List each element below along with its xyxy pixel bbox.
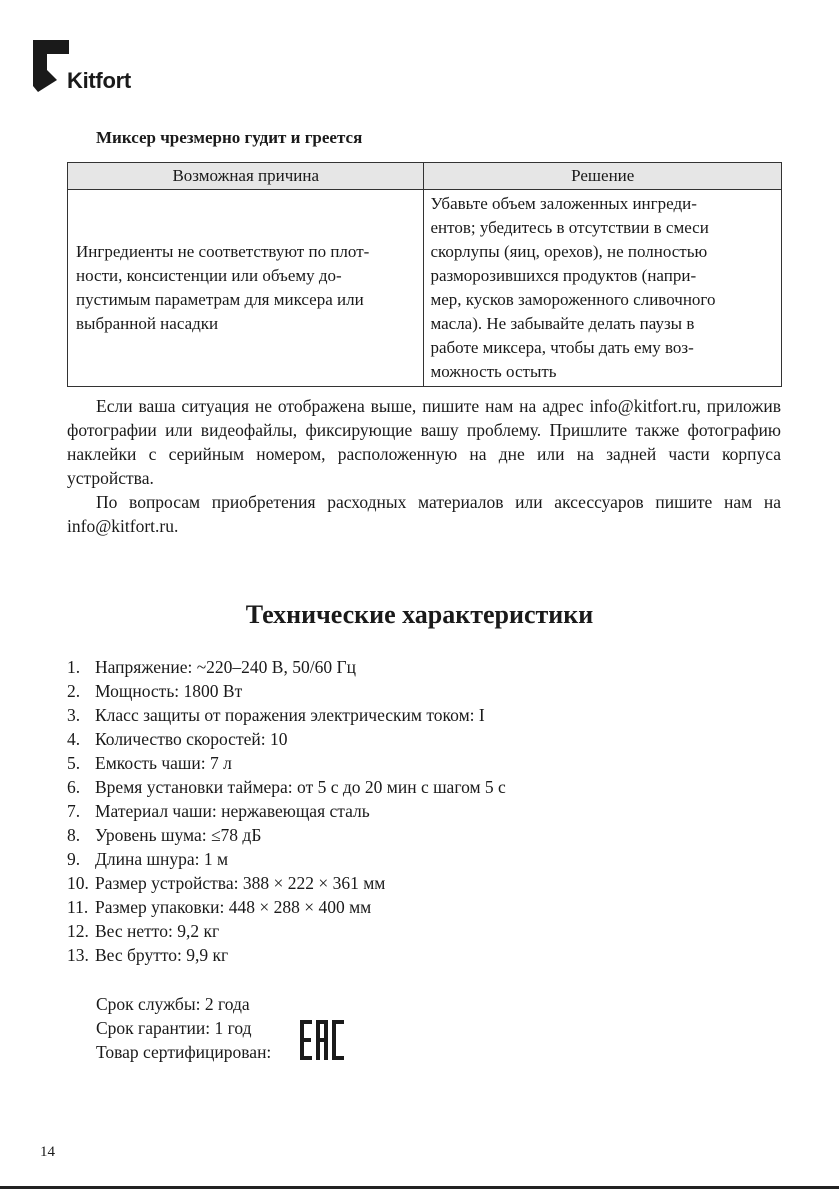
eac-mark-icon — [300, 1020, 344, 1060]
specs-list — [67, 655, 506, 967]
warranty-period: Срок гарантии: 1 год — [96, 1018, 252, 1038]
item-number: 4. — [67, 729, 81, 749]
list-item — [67, 943, 506, 967]
cause-line: пустимым параметрам для миксера или — [76, 290, 364, 309]
item-number: 9. — [67, 849, 81, 869]
item-number: 7. — [67, 801, 81, 821]
service-info — [96, 992, 271, 1064]
item-text: Размер упаковки: 448 × 288 × 400 мм — [95, 897, 372, 917]
list-item — [67, 799, 506, 823]
item-text: Класс защиты от поражения электрическим током: I — [95, 705, 485, 725]
cause-cell — [68, 190, 424, 387]
item-number: 1. — [67, 657, 81, 677]
contact-paragraph: Если ваша ситуация не отображена выше, пишите нам на адрес info@kitfort.ru, приложив фотографии или видеофайлы, фиксирующие вашу проблему. Пришлите также фотографию наклейки с серийным номером, расположенную на дне или на задней части корпуса устройства. — [67, 396, 781, 488]
solution-line: скорлупы (яиц, орехов), не полностью — [430, 242, 708, 261]
item-text: Емкость чаши: 7 л — [95, 753, 232, 773]
troubleshooting-table — [67, 162, 782, 387]
item-text: Уровень шума: ≤78 дБ — [95, 825, 262, 845]
list-item — [67, 679, 506, 703]
item-number: 5. — [67, 753, 81, 773]
accessories-paragraph: По вопросам приобретения расходных материалов или аксессуаров пишите нам на info@kitfort.ru. — [67, 492, 781, 536]
list-item — [67, 727, 506, 751]
column-header-cause: Возможная причина — [68, 163, 424, 190]
item-number: 3. — [67, 705, 81, 725]
solution-line: мер, кусков замороженного сливочного — [430, 290, 716, 309]
item-text: Мощность: 1800 Вт — [95, 681, 243, 701]
solution-line: можность остыть — [430, 362, 557, 381]
item-text: Количество скоростей: 10 — [95, 729, 288, 749]
list-item — [67, 895, 506, 919]
list-item — [67, 919, 506, 943]
item-text: Время установки таймера: от 5 с до 20 мин с шагом 5 с — [95, 777, 506, 797]
item-text: Вес нетто: 9,2 кг — [95, 921, 220, 941]
page-number: 14 — [40, 1144, 55, 1160]
table-header-row — [68, 163, 782, 190]
cause-line: Ингредиенты не соответствуют по плот- — [76, 242, 370, 261]
solution-cell — [424, 190, 782, 387]
list-item — [67, 655, 506, 679]
list-item — [67, 823, 506, 847]
column-header-solution: Решение — [424, 163, 782, 190]
item-number: 6. — [67, 777, 81, 797]
kitfort-logo — [33, 40, 153, 96]
item-text: Вес брутто: 9,9 кг — [95, 945, 229, 965]
service-life: Срок службы: 2 года — [96, 994, 250, 1014]
item-number: 10. — [67, 873, 89, 893]
table-row — [68, 190, 782, 387]
item-number: 12. — [67, 921, 89, 941]
list-item — [67, 751, 506, 775]
item-number: 13. — [67, 945, 89, 965]
solution-line: разморозившихся продуктов (напри- — [430, 266, 697, 285]
item-number: 8. — [67, 825, 81, 845]
troubleshooting-title: Миксер чрезмерно гудит и греется — [96, 128, 363, 147]
list-item — [67, 871, 506, 895]
item-text: Размер устройства: 388 × 222 × 361 мм — [95, 873, 386, 893]
list-item — [67, 775, 506, 799]
item-text: Длина шнура: 1 м — [95, 849, 229, 869]
solution-line: ентов; убедитесь в отсутствии в смеси — [430, 218, 709, 237]
item-text: Материал чаши: нержавеющая сталь — [95, 801, 370, 821]
certification-label: Товар сертифицирован: — [96, 1042, 272, 1062]
cause-line: ности, консистенции или объему до- — [76, 266, 342, 285]
solution-line: масла). Не забывайте делать паузы в — [430, 314, 695, 333]
item-number: 2. — [67, 681, 81, 701]
list-item — [67, 847, 506, 871]
item-text: Напряжение: ~220–240 В, 50/60 Гц — [95, 657, 356, 677]
item-number: 11. — [67, 897, 89, 917]
brand-name: Kitfort — [67, 68, 131, 93]
cause-line: выбранной насадки — [76, 314, 219, 333]
solution-line: работе миксера, чтобы дать ему воз- — [430, 338, 694, 357]
specs-title: Технические характеристики — [245, 600, 594, 629]
list-item — [67, 703, 506, 727]
solution-line: Убавьте объем заложенных ингреди- — [430, 194, 697, 213]
